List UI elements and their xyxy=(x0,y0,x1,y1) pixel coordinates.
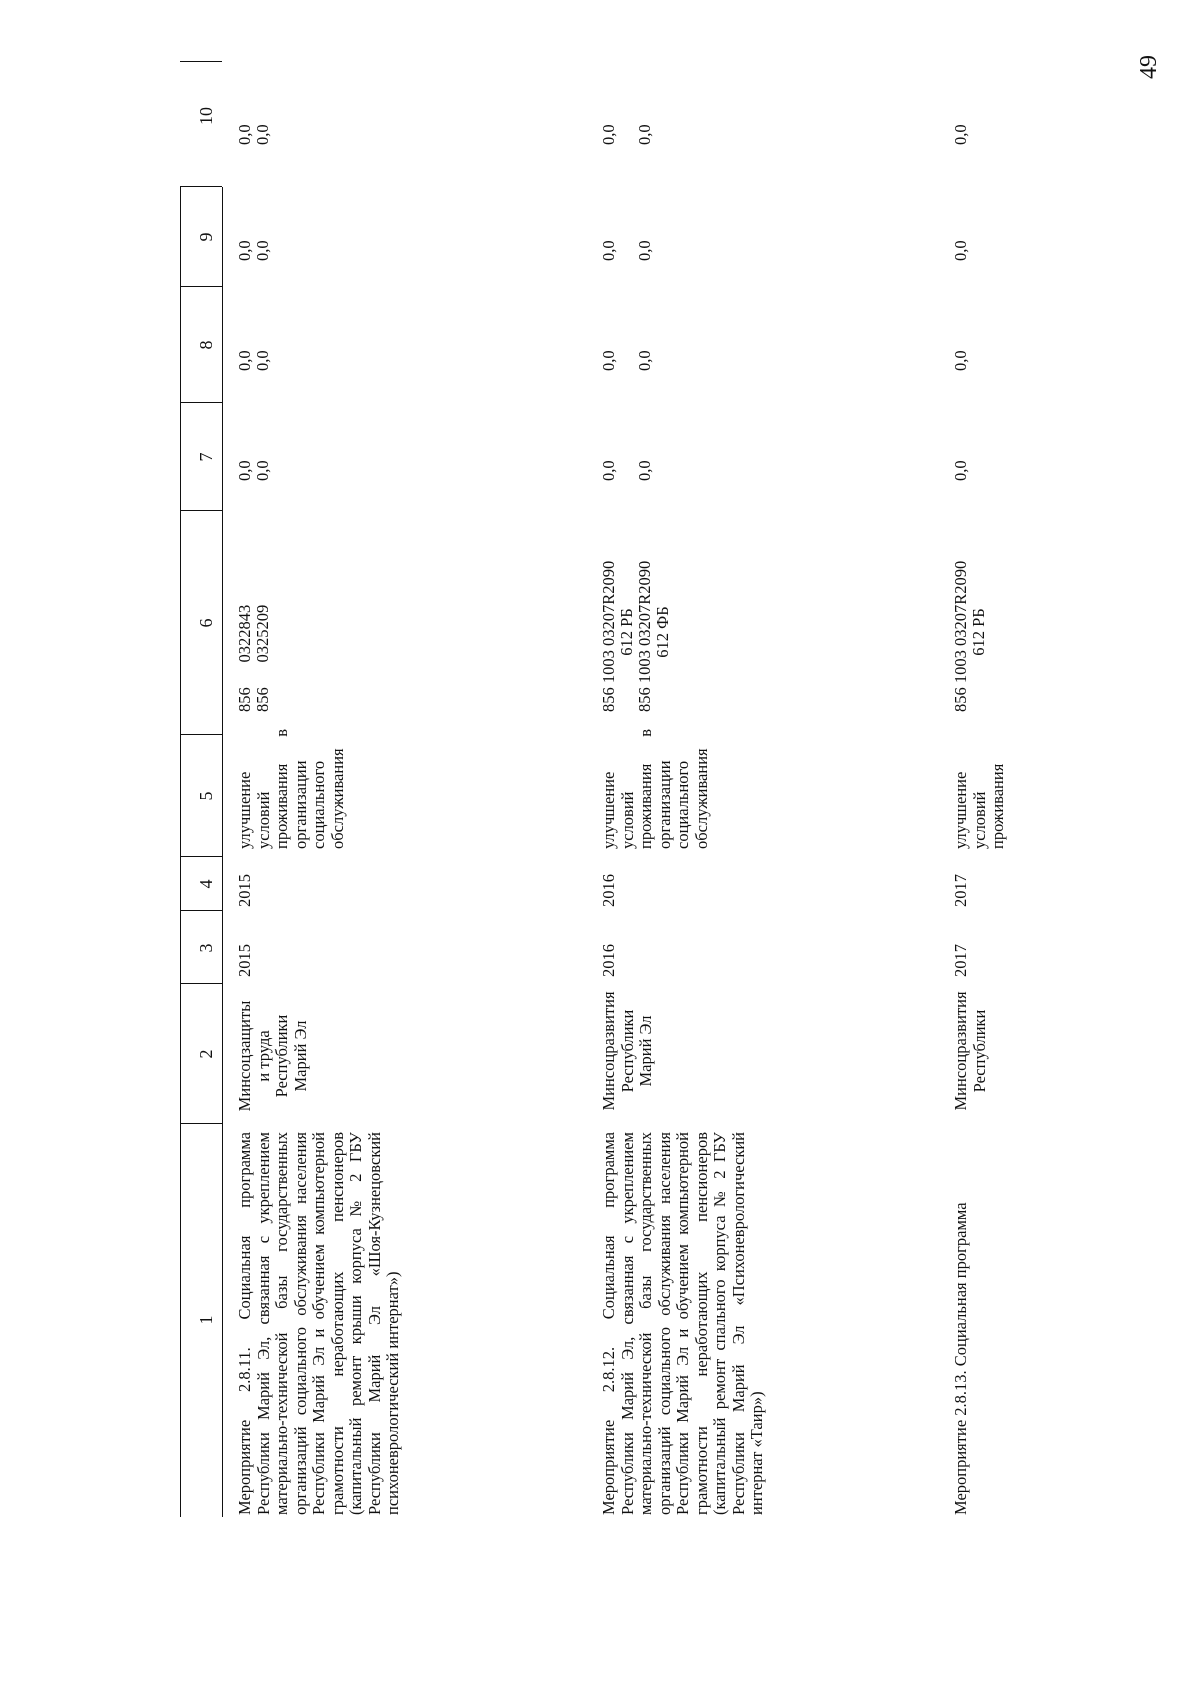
result-cell: улучшение условий проживания в организации социального обслуживания xyxy=(235,729,347,849)
end-year-cell: 2017 xyxy=(951,874,970,907)
col-divider-5 xyxy=(180,734,222,735)
col9-value: 0,0 xyxy=(253,240,272,261)
col-divider-3 xyxy=(180,910,222,911)
start-year-cell: 2017 xyxy=(951,944,970,977)
start-year-cell: 2016 xyxy=(599,944,618,977)
col7-value: 0,0 xyxy=(235,460,254,481)
col10-value: 0,0 xyxy=(599,124,618,145)
col-divider-6 xyxy=(180,510,222,511)
col8-value: 0,0 xyxy=(635,350,654,371)
column-number-7: 7 xyxy=(196,452,216,462)
end-year-cell: 2016 xyxy=(599,874,618,907)
end-year-cell: 2015 xyxy=(235,874,254,907)
executor-cell: Минсоцразвития Республики xyxy=(951,991,989,1111)
start-year-cell: 2015 xyxy=(235,944,254,977)
kbk-line: 612 РБ xyxy=(617,608,636,656)
executor-cell: Минсоцразвития Республики Марий Эл xyxy=(599,991,655,1111)
result-cell: улучшение условий проживания xyxy=(951,763,1007,849)
column-number-4: 4 xyxy=(196,879,216,889)
col-divider-1 xyxy=(180,1123,222,1124)
col-divider-4 xyxy=(180,856,222,857)
col10-value: 0,0 xyxy=(951,124,970,145)
kbk-line: 856 1003 03207R2090 xyxy=(635,560,654,712)
col-divider-10 xyxy=(180,61,222,62)
header-bottom-rule xyxy=(222,187,223,1517)
col7-value: 0,0 xyxy=(599,460,618,481)
kbk-line: 856 0325209 xyxy=(253,604,272,712)
activity-cell: Мероприятие 2.8.12. Социальная программа Республики Марий Эл, связанная с укреплением материально-технической базы государственных организаций социального обслуживания населения Республики Марий Эл и обучением компьютерной грамотности неработающих пенсионеров (капитальный ремонт спального корпуса № 2 ГБУ Республики Марий Эл «Психоневрологический интернат «Таир») xyxy=(599,1132,766,1515)
column-number-1: 1 xyxy=(196,1315,216,1325)
col7-value: 0,0 xyxy=(951,460,970,481)
column-number-10: 10 xyxy=(196,107,216,125)
col-divider-9 xyxy=(180,186,222,187)
col8-value: 0,0 xyxy=(599,350,618,371)
kbk-line: 856 1003 03207R2090 xyxy=(951,560,970,712)
col9-value: 0,0 xyxy=(951,240,970,261)
activity-cell: Мероприятие 2.8.13. Социальная программа xyxy=(951,1202,970,1515)
column-number-6: 6 xyxy=(196,618,216,628)
kbk-line: 612 РБ xyxy=(969,608,988,656)
column-number-3: 3 xyxy=(196,943,216,953)
kbk-line: 856 0322843 xyxy=(235,604,254,712)
col8-value: 0,0 xyxy=(253,350,272,371)
col9-value: 0,0 xyxy=(599,240,618,261)
executor-cell: Минсоцзащиты и труда Республики Марий Эл xyxy=(235,1000,310,1112)
column-number-5: 5 xyxy=(196,791,216,801)
col10-value: 0,0 xyxy=(635,124,654,145)
col8-value: 0,0 xyxy=(951,350,970,371)
col-divider-7 xyxy=(180,402,222,403)
column-number-2: 2 xyxy=(196,1049,216,1059)
kbk-line: 612 ФБ xyxy=(653,606,672,658)
page-number: 49 xyxy=(1136,55,1162,79)
col9-value: 0,0 xyxy=(235,240,254,261)
col-divider-2 xyxy=(180,983,222,984)
kbk-line: 856 1003 03207R2090 xyxy=(599,560,618,712)
column-number-9: 9 xyxy=(196,232,216,242)
col10-value: 0,0 xyxy=(253,124,272,145)
col9-value: 0,0 xyxy=(635,240,654,261)
col7-value: 0,0 xyxy=(635,460,654,481)
column-number-8: 8 xyxy=(196,340,216,350)
header-top-rule xyxy=(180,187,181,1517)
activity-cell: Мероприятие 2.8.11. Социальная программа Республики Марий Эл, связанная с укреплением материально-технической базы государственных организаций социального обслуживания населения Республики Марий Эл и обучением компьютерной грамотности неработающих пенсионеров (капитальный ремонт крыши корпуса № 2 ГБУ Республики Марий Эл «Шоя-Кузнецовский психоневрологический интернат») xyxy=(235,1132,402,1515)
col10-value: 0,0 xyxy=(235,124,254,145)
col8-value: 0,0 xyxy=(235,350,254,371)
result-cell: улучшение условий проживания в организации социального обслуживания xyxy=(599,729,711,849)
col-divider-8 xyxy=(180,286,222,287)
col7-value: 0,0 xyxy=(253,460,272,481)
